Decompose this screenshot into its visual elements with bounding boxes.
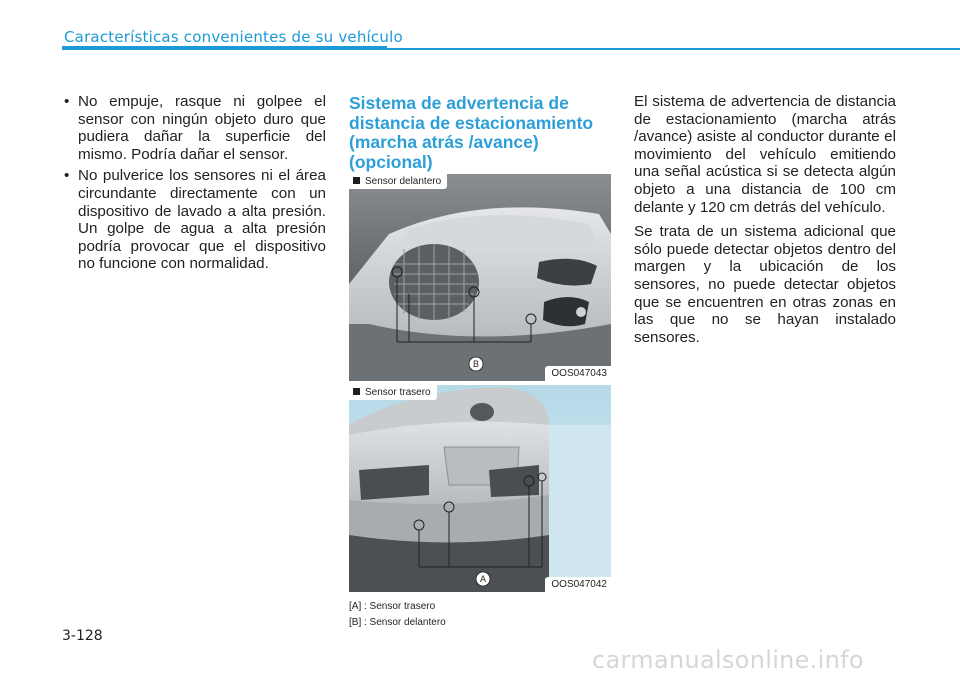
paragraph: El sistema de advertencia de distancia de estacionamiento (marcha atrás /avance) asiste al conductor durante el movimiento del vehículo emitiendo una señal acústica si se detecta algún objeto a una distancia de 100 cm delante y 120 cm detrás del vehículo. xyxy=(634,93,896,216)
section-title: Sistema de advertencia de distancia de estacionamiento (marcha atrás /avance) (opcional) xyxy=(349,93,594,172)
figure-label: Sensor trasero xyxy=(349,385,437,400)
caption-a: [A] : Sensor trasero xyxy=(349,601,436,612)
rear-car-illustration xyxy=(349,385,611,592)
front-car-illustration xyxy=(349,174,611,381)
bullet-text: No pulverice los sensores ni el área circundante directamente con un dispositivo de lavado a alta presión. Un golpe de agua a alta presión podría provocar que el dispositivo no funcione con normalidad. xyxy=(78,167,326,273)
left-column xyxy=(62,93,326,277)
chapter-title: Características convenientes de su vehículo xyxy=(64,28,403,46)
figure-label: Sensor delantero xyxy=(349,174,447,189)
bullet-icon: • xyxy=(64,167,70,185)
front-sensor-figure xyxy=(349,174,611,381)
page-number: 3-128 xyxy=(62,628,103,644)
figure-code: OOS047042 xyxy=(545,577,611,592)
figure-captions xyxy=(349,599,446,631)
marker-b: B xyxy=(472,359,479,369)
bullet-item xyxy=(62,93,326,163)
rear-sensor-figure xyxy=(349,385,611,592)
header-rule-accent xyxy=(62,46,387,50)
square-bullet-icon xyxy=(353,177,360,184)
caption-b: [B] : Sensor delantero xyxy=(349,617,446,628)
figure-code: OOS047043 xyxy=(545,366,611,381)
right-column xyxy=(634,93,896,353)
bullet-item xyxy=(62,167,326,273)
watermark: carmanualsonline.info xyxy=(592,646,864,674)
square-bullet-icon xyxy=(353,388,360,395)
bullet-text: No empuje, rasque ni golpee el sensor con ningún objeto duro que pudiera dañar la superficie del mismo. Podría dañar el sensor. xyxy=(78,93,326,163)
marker-a: A xyxy=(479,574,486,584)
paragraph: Se trata de un sistema adicional que sólo puede detectar objetos dentro del margen y la ubicación de los sensores, no puede detectar objetos que se encuentren en otras zonas en las que no se hayan instalado sensores. xyxy=(634,223,896,346)
bullet-icon: • xyxy=(64,93,70,110)
